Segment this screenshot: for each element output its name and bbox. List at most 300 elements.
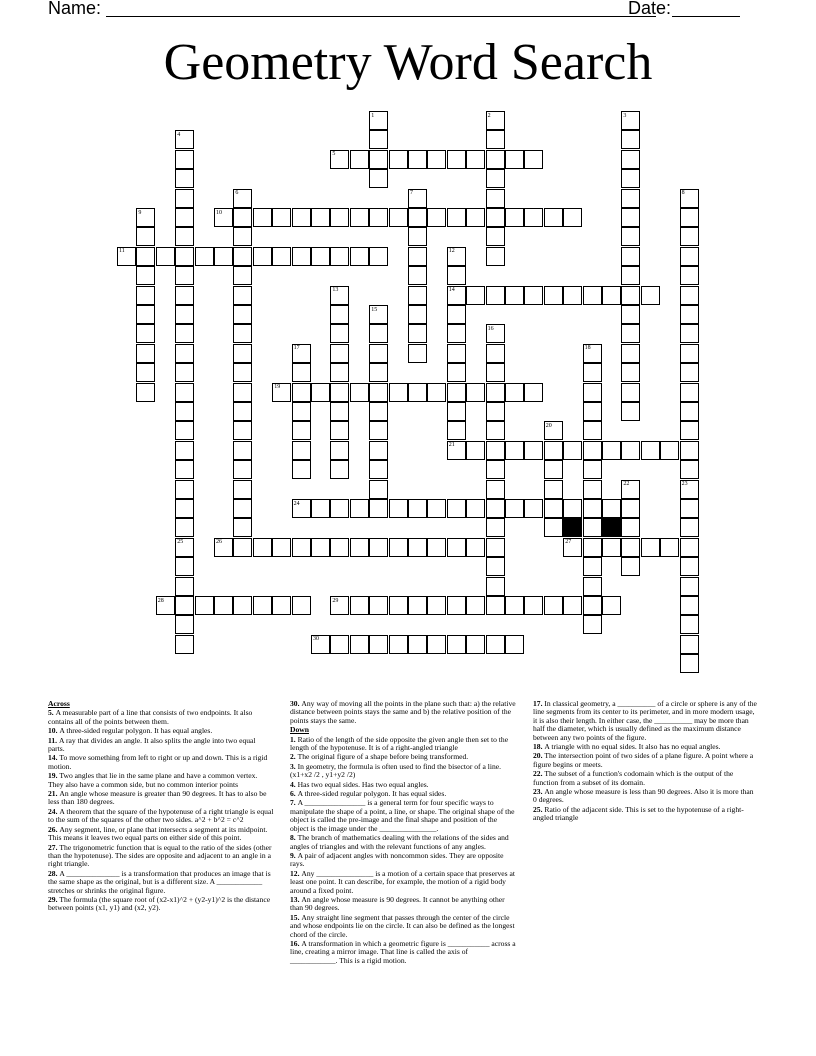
grid-cell[interactable] (544, 596, 563, 615)
grid-cell[interactable] (583, 441, 602, 460)
grid-cell[interactable] (311, 247, 330, 266)
grid-cell[interactable] (272, 538, 291, 557)
grid-cell[interactable] (136, 286, 155, 305)
grid-cell[interactable] (486, 635, 505, 654)
grid-cell[interactable] (621, 305, 640, 324)
grid-cell[interactable] (447, 208, 466, 227)
grid-cell[interactable] (408, 635, 427, 654)
grid-cell[interactable] (175, 286, 194, 305)
grid-cell[interactable] (447, 402, 466, 421)
grid-cell[interactable] (641, 441, 660, 460)
clue-number: 5 (332, 151, 336, 158)
grid-cell[interactable] (563, 286, 582, 305)
grid-cell[interactable] (311, 383, 330, 402)
grid-cell[interactable] (233, 344, 252, 363)
grid-cell[interactable] (505, 499, 524, 518)
grid-cell[interactable] (408, 150, 427, 169)
grid-cell[interactable] (214, 596, 233, 615)
grid-cell[interactable] (583, 402, 602, 421)
grid-cell[interactable] (641, 286, 660, 305)
grid-cell[interactable] (272, 247, 291, 266)
grid-cell[interactable] (427, 499, 446, 518)
grid-cell[interactable] (680, 538, 699, 557)
grid-cell[interactable] (408, 286, 427, 305)
grid-cell[interactable] (195, 596, 214, 615)
grid-cell[interactable] (369, 441, 388, 460)
grid-cell[interactable] (389, 538, 408, 557)
grid-cell[interactable] (621, 402, 640, 421)
grid-cell[interactable] (330, 383, 349, 402)
grid-cell[interactable] (621, 383, 640, 402)
grid-cell[interactable] (253, 247, 272, 266)
grid-cell[interactable] (233, 421, 252, 440)
grid-cell[interactable] (233, 247, 252, 266)
grid-cell[interactable] (369, 480, 388, 499)
grid-cell[interactable] (583, 363, 602, 382)
grid-cell[interactable] (369, 150, 388, 169)
grid-cell[interactable] (233, 227, 252, 246)
grid-cell[interactable] (175, 189, 194, 208)
grid-cell[interactable] (350, 383, 369, 402)
grid-cell[interactable] (466, 441, 485, 460)
grid-cell[interactable] (505, 286, 524, 305)
clue-number: 16 (487, 325, 494, 332)
grid-cell[interactable] (486, 169, 505, 188)
grid-cell[interactable] (660, 538, 679, 557)
grid-cell[interactable] (621, 518, 640, 537)
grid-cell[interactable] (486, 383, 505, 402)
grid-cell[interactable] (621, 150, 640, 169)
grid-cell[interactable] (350, 499, 369, 518)
grid-cell[interactable] (233, 383, 252, 402)
grid-cell[interactable] (680, 421, 699, 440)
grid-cell[interactable] (486, 286, 505, 305)
grid-cell[interactable] (524, 596, 543, 615)
grid-cell[interactable] (680, 247, 699, 266)
grid-cell[interactable] (486, 208, 505, 227)
grid-cell[interactable] (447, 596, 466, 615)
grid-cell[interactable] (621, 227, 640, 246)
grid-cell[interactable] (583, 421, 602, 440)
clue-item-number: 2. (290, 752, 298, 762)
grid-cell[interactable] (544, 286, 563, 305)
grid-cell[interactable] (408, 305, 427, 324)
grid-cell[interactable] (292, 421, 311, 440)
grid-cell[interactable] (486, 189, 505, 208)
grid-cell[interactable] (621, 189, 640, 208)
grid-cell[interactable] (524, 150, 543, 169)
grid-cell[interactable] (408, 227, 427, 246)
grid-cell[interactable] (175, 247, 194, 266)
grid-cell[interactable] (563, 441, 582, 460)
grid-cell[interactable] (544, 208, 563, 227)
grid-cell[interactable] (233, 538, 252, 557)
grid-cell[interactable] (427, 150, 446, 169)
grid-cell[interactable] (680, 557, 699, 576)
grid-cell[interactable] (175, 460, 194, 479)
grid-cell[interactable] (486, 363, 505, 382)
grid-cell[interactable] (621, 130, 640, 149)
grid-cell[interactable] (680, 266, 699, 285)
grid-cell[interactable] (602, 596, 621, 615)
grid-cell[interactable] (175, 344, 194, 363)
clue-item-number: 18. (533, 742, 545, 752)
grid-cell[interactable] (330, 441, 349, 460)
grid-cell[interactable] (583, 596, 602, 615)
grid-cell[interactable] (408, 596, 427, 615)
grid-cell[interactable] (680, 324, 699, 343)
clue-item-number: 4. (290, 779, 298, 789)
grid-cell[interactable] (427, 208, 446, 227)
grid-cell[interactable] (136, 344, 155, 363)
grid-cell[interactable] (233, 208, 252, 227)
grid-cell[interactable] (175, 169, 194, 188)
grid-cell[interactable] (563, 596, 582, 615)
grid-cell[interactable] (583, 518, 602, 537)
grid-cell[interactable] (486, 499, 505, 518)
grid-cell[interactable] (486, 402, 505, 421)
grid-cell[interactable] (330, 635, 349, 654)
grid-cell[interactable] (505, 596, 524, 615)
grid-cell[interactable] (330, 324, 349, 343)
grid-cell[interactable] (680, 615, 699, 634)
grid-cell[interactable] (408, 247, 427, 266)
grid-cell[interactable] (660, 441, 679, 460)
grid-cell[interactable] (621, 344, 640, 363)
grid-cell[interactable] (447, 324, 466, 343)
grid-cell[interactable] (602, 538, 621, 557)
grid-cell[interactable] (408, 266, 427, 285)
grid-cell[interactable] (156, 247, 175, 266)
grid-cell[interactable] (136, 324, 155, 343)
grid-cell[interactable] (175, 480, 194, 499)
grid-cell[interactable] (544, 499, 563, 518)
grid-cell[interactable] (369, 247, 388, 266)
grid-cell[interactable] (175, 518, 194, 537)
grid-cell[interactable] (136, 363, 155, 382)
grid-cell[interactable] (466, 499, 485, 518)
grid-cell[interactable] (175, 441, 194, 460)
grid-cell[interactable] (583, 499, 602, 518)
grid-cell[interactable] (292, 402, 311, 421)
grid-cell[interactable] (175, 402, 194, 421)
grid-cell[interactable] (544, 518, 563, 537)
grid-cell[interactable] (292, 363, 311, 382)
grid-cell[interactable] (389, 499, 408, 518)
grid-cell[interactable] (583, 460, 602, 479)
grid-cell[interactable] (369, 402, 388, 421)
grid-cell[interactable] (175, 266, 194, 285)
grid-cell[interactable] (544, 480, 563, 499)
grid-cell[interactable] (466, 635, 485, 654)
grid-cell[interactable] (330, 247, 349, 266)
grid-cell[interactable] (330, 344, 349, 363)
grid-cell[interactable] (680, 344, 699, 363)
grid-cell[interactable] (369, 499, 388, 518)
grid-cell[interactable] (408, 499, 427, 518)
grid-cell[interactable] (447, 266, 466, 285)
grid-cell[interactable] (233, 518, 252, 537)
grid-cell[interactable] (253, 538, 272, 557)
grid-cell[interactable] (272, 208, 291, 227)
grid-cell[interactable] (486, 130, 505, 149)
grid-cell[interactable] (253, 596, 272, 615)
grid-cell[interactable] (427, 596, 446, 615)
grid-cell[interactable] (253, 208, 272, 227)
grid-cell[interactable] (466, 150, 485, 169)
grid-cell[interactable] (175, 150, 194, 169)
grid-cell[interactable] (389, 150, 408, 169)
grid-cell[interactable] (524, 499, 543, 518)
grid-cell[interactable] (486, 557, 505, 576)
grid-cell[interactable] (505, 150, 524, 169)
grid-cell[interactable] (233, 596, 252, 615)
grid-cell[interactable] (175, 383, 194, 402)
grid-cell[interactable] (195, 247, 214, 266)
grid-cell[interactable] (447, 363, 466, 382)
grid-cell[interactable] (350, 247, 369, 266)
grid-cell[interactable] (175, 615, 194, 634)
grid-cell[interactable] (408, 538, 427, 557)
grid-cell[interactable] (505, 441, 524, 460)
grid-cell[interactable] (292, 538, 311, 557)
grid-cell[interactable] (369, 421, 388, 440)
grid-cell[interactable] (408, 324, 427, 343)
grid-cell[interactable] (680, 286, 699, 305)
grid-cell[interactable] (602, 499, 621, 518)
grid-cell[interactable] (175, 421, 194, 440)
grid-cell[interactable] (680, 635, 699, 654)
grid-cell[interactable] (505, 208, 524, 227)
grid-cell[interactable] (563, 499, 582, 518)
clue-item-text: The subset of a function's codomain which is the output of the function from a subset of its domain. (533, 769, 734, 787)
grid-cell[interactable] (621, 247, 640, 266)
grid-cell[interactable] (621, 169, 640, 188)
grid-cell[interactable] (680, 305, 699, 324)
grid-cell[interactable] (330, 538, 349, 557)
grid-cell[interactable] (583, 480, 602, 499)
grid-cell[interactable] (233, 460, 252, 479)
grid-cell[interactable] (175, 208, 194, 227)
grid-cell[interactable] (175, 596, 194, 615)
grid-cell[interactable] (486, 247, 505, 266)
grid-cell[interactable] (621, 538, 640, 557)
grid-cell[interactable] (350, 208, 369, 227)
grid-cell[interactable] (524, 383, 543, 402)
grid-cell[interactable] (136, 383, 155, 402)
grid-cell[interactable] (486, 538, 505, 557)
grid-cell[interactable] (466, 596, 485, 615)
grid-cell[interactable] (272, 596, 291, 615)
grid-cell[interactable] (621, 286, 640, 305)
grid-cell[interactable] (621, 324, 640, 343)
grid-cell[interactable] (427, 538, 446, 557)
grid-cell[interactable] (350, 538, 369, 557)
grid-cell[interactable] (583, 538, 602, 557)
grid-cell[interactable] (621, 363, 640, 382)
grid-cell[interactable] (486, 441, 505, 460)
grid-cell[interactable] (486, 150, 505, 169)
grid-cell[interactable] (369, 363, 388, 382)
grid-cell[interactable] (680, 383, 699, 402)
grid-cell[interactable] (350, 596, 369, 615)
grid-cell[interactable] (583, 577, 602, 596)
grid-cell[interactable] (621, 499, 640, 518)
grid-cell[interactable] (486, 518, 505, 537)
grid-cell[interactable] (641, 538, 660, 557)
grid-cell[interactable] (175, 557, 194, 576)
grid-cell[interactable] (680, 577, 699, 596)
grid-cell[interactable] (175, 635, 194, 654)
grid-cell[interactable] (466, 208, 485, 227)
clue-item-number: 21. (48, 789, 60, 799)
grid-cell[interactable] (233, 363, 252, 382)
grid-cell[interactable] (233, 402, 252, 421)
grid-cell[interactable] (447, 305, 466, 324)
grid-cell[interactable] (369, 635, 388, 654)
grid-cell[interactable] (233, 324, 252, 343)
grid-cell[interactable] (175, 305, 194, 324)
grid-cell[interactable] (330, 305, 349, 324)
grid-cell[interactable] (680, 363, 699, 382)
clue-number: 18 (584, 345, 591, 352)
grid-cell[interactable] (292, 460, 311, 479)
grid-cell[interactable] (583, 383, 602, 402)
grid-cell[interactable] (447, 499, 466, 518)
grid-cell[interactable] (214, 247, 233, 266)
grid-cell[interactable] (447, 421, 466, 440)
grid-cell[interactable] (369, 169, 388, 188)
grid-cell[interactable] (233, 480, 252, 499)
grid-cell[interactable] (447, 344, 466, 363)
grid-cell[interactable] (602, 441, 621, 460)
grid-cell[interactable] (136, 227, 155, 246)
grid-cell[interactable] (350, 150, 369, 169)
grid-cell[interactable] (680, 460, 699, 479)
grid-cell[interactable] (583, 557, 602, 576)
grid-cell[interactable] (583, 615, 602, 634)
grid-cell[interactable] (369, 596, 388, 615)
grid-cell[interactable] (389, 208, 408, 227)
grid-cell[interactable] (583, 286, 602, 305)
grid-cell[interactable] (330, 421, 349, 440)
grid-cell[interactable] (524, 208, 543, 227)
grid-cell[interactable] (408, 208, 427, 227)
grid-cell[interactable] (447, 635, 466, 654)
grid-cell[interactable] (621, 557, 640, 576)
grid-cell[interactable] (427, 635, 446, 654)
grid-cell[interactable] (680, 499, 699, 518)
grid-cell[interactable] (680, 654, 699, 673)
grid-cell[interactable] (350, 635, 369, 654)
grid-cell[interactable] (680, 227, 699, 246)
grid-cell[interactable] (369, 130, 388, 149)
grid-cell[interactable] (330, 499, 349, 518)
grid-cell[interactable] (175, 577, 194, 596)
grid-cell[interactable] (233, 305, 252, 324)
grid-cell[interactable] (486, 596, 505, 615)
grid-cell[interactable] (369, 344, 388, 363)
grid-cell[interactable] (621, 441, 640, 460)
grid-cell[interactable] (486, 344, 505, 363)
grid-cell[interactable] (408, 344, 427, 363)
grid-cell[interactable] (369, 460, 388, 479)
grid-cell[interactable] (621, 266, 640, 285)
grid-cell[interactable] (175, 363, 194, 382)
grid-cell[interactable] (175, 227, 194, 246)
grid-cell[interactable] (136, 305, 155, 324)
grid-cell[interactable] (311, 538, 330, 557)
grid-cell[interactable] (233, 499, 252, 518)
grid-cell[interactable] (233, 441, 252, 460)
grid-cell[interactable] (466, 383, 485, 402)
grid-cell[interactable] (447, 538, 466, 557)
grid-cell[interactable] (233, 266, 252, 285)
grid-cell[interactable] (466, 538, 485, 557)
grid-cell[interactable] (680, 402, 699, 421)
grid-cell[interactable] (136, 266, 155, 285)
grid-cell[interactable] (505, 383, 524, 402)
grid-cell[interactable] (389, 596, 408, 615)
grid-cell[interactable] (369, 208, 388, 227)
grid-cell[interactable] (175, 324, 194, 343)
grid-cell[interactable] (330, 208, 349, 227)
grid-cell[interactable] (389, 383, 408, 402)
grid-cell[interactable] (292, 441, 311, 460)
grid-cell[interactable] (292, 247, 311, 266)
grid-cell[interactable] (408, 383, 427, 402)
grid-cell[interactable] (330, 402, 349, 421)
grid-cell[interactable] (427, 383, 446, 402)
grid-cell[interactable] (486, 227, 505, 246)
grid-cell[interactable] (389, 635, 408, 654)
grid-cell[interactable] (330, 363, 349, 382)
grid-cell[interactable] (621, 208, 640, 227)
grid-cell[interactable] (311, 499, 330, 518)
grid-cell[interactable] (680, 518, 699, 537)
grid-cell[interactable] (680, 441, 699, 460)
grid-cell[interactable] (447, 383, 466, 402)
grid-cell[interactable] (330, 460, 349, 479)
grid-cell[interactable] (563, 208, 582, 227)
grid-cell[interactable] (486, 480, 505, 499)
grid-cell[interactable] (544, 441, 563, 460)
grid-cell[interactable] (369, 324, 388, 343)
grid-cell[interactable] (466, 286, 485, 305)
grid-cell[interactable] (680, 208, 699, 227)
grid-cell[interactable] (369, 538, 388, 557)
grid-cell[interactable] (486, 460, 505, 479)
grid-cell[interactable] (602, 286, 621, 305)
grid-cell[interactable] (233, 286, 252, 305)
grid-cell[interactable] (544, 460, 563, 479)
grid-cell[interactable] (311, 208, 330, 227)
grid-cell[interactable] (175, 499, 194, 518)
grid-cell[interactable] (292, 208, 311, 227)
grid-cell[interactable] (680, 596, 699, 615)
grid-cell[interactable] (486, 577, 505, 596)
grid-cell[interactable] (447, 150, 466, 169)
grid-cell[interactable] (292, 383, 311, 402)
grid-cell[interactable] (524, 286, 543, 305)
grid-cell[interactable] (486, 421, 505, 440)
grid-cell[interactable] (369, 383, 388, 402)
clue-item (533, 806, 759, 823)
grid-cell[interactable] (505, 635, 524, 654)
grid-cell[interactable] (524, 441, 543, 460)
grid-cell[interactable] (292, 596, 311, 615)
grid-cell[interactable] (136, 247, 155, 266)
